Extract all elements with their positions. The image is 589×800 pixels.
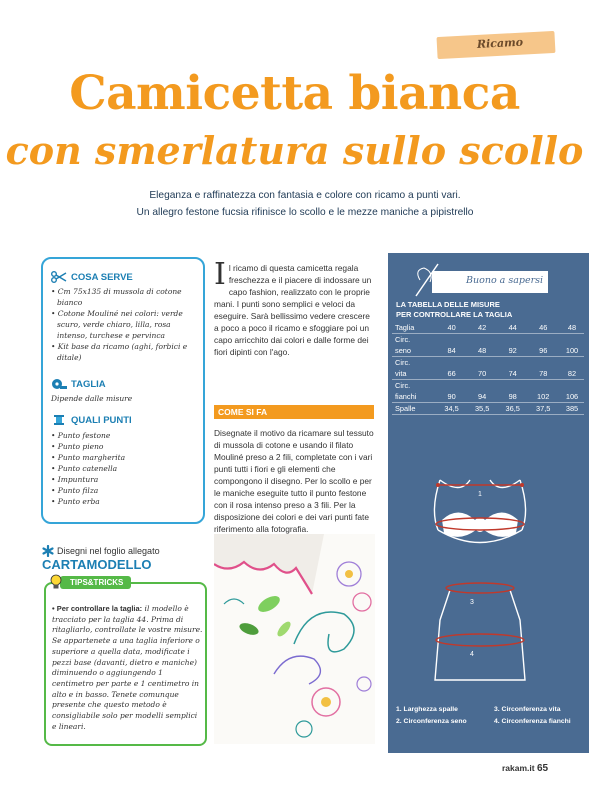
quali-punti-section bbox=[51, 414, 132, 426]
stitches-list bbox=[51, 430, 201, 507]
intro-line-2: Un allegro festone fucsia rifinisce lo scollo e le mezze maniche a pipistrello bbox=[136, 207, 474, 218]
list-item: • Cm 75x135 di mussola di cotone bianco bbox=[51, 287, 182, 307]
cell: 385 bbox=[557, 403, 584, 415]
come-si-fa-heading: COME SI FA bbox=[214, 405, 374, 419]
row-label: seno bbox=[392, 345, 435, 357]
row-label: vita bbox=[392, 368, 435, 380]
intro-line-1: Eleganza e raffinatezza con fantasia e colore con ricamo a punti vari. bbox=[149, 190, 461, 201]
table-row bbox=[392, 345, 584, 357]
list-item: • Punto filza bbox=[51, 486, 99, 495]
scissors-icon bbox=[51, 271, 67, 283]
asterisk-icon bbox=[42, 545, 54, 557]
cell: 35,5 bbox=[465, 403, 496, 415]
intro-paragraph-text: l ricamo di questa camicetta regala freschezza e il piacere di indossare un capo fashion, realizzato con le proprie mani. I punti sono semplici e veloci da eseguire. Sarà bellissimo vedere crescere a poco a poco il ricamo e sfoggiare poi un capo arricchito dai colori e dalle forme dei fiori dipinti con l'ago. bbox=[214, 263, 372, 357]
intro-paragraph bbox=[214, 257, 374, 358]
materials-list bbox=[51, 286, 201, 363]
cell: 100 bbox=[557, 345, 584, 357]
diagram-number-4: 4 bbox=[470, 651, 474, 658]
tips-heading-label: TIPS&TRICKS bbox=[70, 578, 124, 587]
table-row bbox=[392, 380, 584, 392]
cell: 92 bbox=[496, 345, 527, 357]
buono-a-sapersi-banner bbox=[432, 271, 548, 293]
cell: 44 bbox=[496, 322, 527, 334]
tips-heading bbox=[60, 576, 131, 589]
page-site: rakam.it bbox=[502, 763, 535, 773]
list-item: • Kit base da ricamo (aghi, forbici e ditale) bbox=[51, 342, 188, 362]
cell: 70 bbox=[465, 368, 496, 380]
taglia-text: Dipende dalle misure bbox=[51, 394, 133, 403]
cell: 98 bbox=[496, 391, 527, 403]
table-row bbox=[392, 357, 584, 369]
cell: 37,5 bbox=[526, 403, 557, 415]
diagram-number-3: 3 bbox=[470, 599, 474, 606]
tips-text bbox=[52, 604, 204, 732]
cell: 34,5 bbox=[435, 403, 466, 415]
row-label: fianchi bbox=[392, 391, 435, 403]
embroidery-illustration bbox=[214, 534, 375, 744]
cell: 66 bbox=[435, 368, 466, 380]
legend-item: 2. Circonferenza seno bbox=[396, 718, 467, 725]
cell: 74 bbox=[496, 368, 527, 380]
cell: 78 bbox=[526, 368, 557, 380]
table-row bbox=[392, 334, 584, 346]
list-item: • Punto margherita bbox=[51, 453, 126, 462]
list-item: • Cotone Mouliné nei colori: verde scuro, verde chiaro, lilla, rosa intenso, turchese e pervinca bbox=[51, 309, 183, 340]
diagram-number-2: 2 bbox=[478, 535, 482, 542]
tips-bold: • Per controllare la taglia: bbox=[52, 604, 143, 613]
table-row bbox=[392, 322, 584, 334]
page-subtitle: con smerlatura sullo scollo bbox=[5, 128, 584, 173]
cosa-serve-heading: COSA SERVE bbox=[71, 271, 133, 283]
cell: 90 bbox=[435, 391, 466, 403]
cell: 36,5 bbox=[496, 403, 527, 415]
taglia-heading: TAGLIA bbox=[71, 378, 106, 390]
instructions-paragraph: Disegnate il motivo da ricamare sul tessuto di mussola di cotone e usando il filato Mouliné preso a 2 fili, completate con i vari punti tutti i fiori e gli elementi che compongono il disegno. Per lo scollo e per le maniche eseguite tutto il punto festone con il rosa intenso preso a 3 fili. Per la disposizione dei colori e dei vari punti fate riferimento alla fotografia. bbox=[214, 428, 374, 534]
cell: 94 bbox=[465, 391, 496, 403]
row-label: Circ. bbox=[395, 358, 411, 367]
page-number: 65 bbox=[536, 763, 549, 774]
lightbulb-icon bbox=[50, 574, 62, 590]
tape-measure-icon bbox=[51, 378, 67, 390]
row-label: Circ. bbox=[395, 381, 411, 390]
tips-box bbox=[44, 578, 207, 746]
taglia-section bbox=[51, 378, 106, 390]
section-tag-label: Ricamo bbox=[476, 35, 524, 51]
list-item: • Punto erba bbox=[51, 497, 100, 506]
cartamodello-label: CARTAMODELLO bbox=[42, 557, 152, 572]
section-tag bbox=[437, 31, 556, 59]
needle-icon bbox=[412, 260, 442, 300]
table-row bbox=[392, 368, 584, 380]
cell: 96 bbox=[526, 345, 557, 357]
row-label: Taglia bbox=[392, 322, 435, 334]
cell: 84 bbox=[435, 345, 466, 357]
row-label: Spalle bbox=[392, 403, 435, 415]
cell: 102 bbox=[526, 391, 557, 403]
legend-item: 1. Larghezza spalle bbox=[396, 706, 458, 713]
legend-item: 3. Circonferenza vita bbox=[494, 706, 561, 713]
page-title: Camicetta bianca bbox=[69, 66, 520, 121]
diagram-number-1: 1 bbox=[478, 491, 482, 498]
materials-card bbox=[41, 257, 205, 524]
list-item: • Impuntura bbox=[51, 475, 99, 484]
buono-a-sapersi-label: Buono a sapersi bbox=[466, 275, 544, 286]
cell: 40 bbox=[435, 322, 466, 334]
table-row bbox=[392, 403, 584, 415]
disegni-note bbox=[42, 545, 160, 557]
table-title-2: PER CONTROLLARE LA TAGLIA bbox=[396, 310, 513, 319]
measures-table bbox=[392, 322, 584, 415]
cell: 42 bbox=[465, 322, 496, 334]
embroidery-photo bbox=[214, 534, 375, 744]
table-row bbox=[392, 391, 584, 403]
disegni-text: Disegni nel foglio allegato bbox=[57, 546, 160, 556]
cell: 46 bbox=[526, 322, 557, 334]
legend-item: 4. Circonferenza fianchi bbox=[494, 718, 571, 725]
list-item: • Punto pieno bbox=[51, 442, 104, 451]
tips-body: il modello è tracciato per la taglia 44. Prima di ritagliarlo, controllate le vostre misure. Se appartenete a una taglia inferiore o superiore a quella data, modificate i pezzi base (davanti, dietro e maniche) diminuendo o aggiungendo 1 centimetro per parte e 1 centimetro in alto e in basso. Tenete comunque presente che questo metodo è consigliabile solo per modelli semplici e lineari. bbox=[52, 604, 203, 731]
cell: 48 bbox=[465, 345, 496, 357]
thread-spool-icon bbox=[51, 414, 67, 426]
cosa-serve-section bbox=[51, 271, 133, 283]
row-label: Circ. bbox=[395, 335, 411, 344]
cell: 82 bbox=[557, 368, 584, 380]
cell: 48 bbox=[557, 322, 584, 334]
list-item: • Punto catenella bbox=[51, 464, 118, 473]
cell: 106 bbox=[557, 391, 584, 403]
quali-punti-heading: QUALI PUNTI bbox=[71, 414, 132, 426]
drop-cap: I bbox=[214, 257, 226, 292]
list-item: • Punto festone bbox=[51, 431, 111, 440]
table-title-1: LA TABELLA DELLE MISURE bbox=[396, 300, 500, 309]
body-diagram bbox=[420, 470, 540, 700]
page-footer bbox=[502, 763, 548, 774]
